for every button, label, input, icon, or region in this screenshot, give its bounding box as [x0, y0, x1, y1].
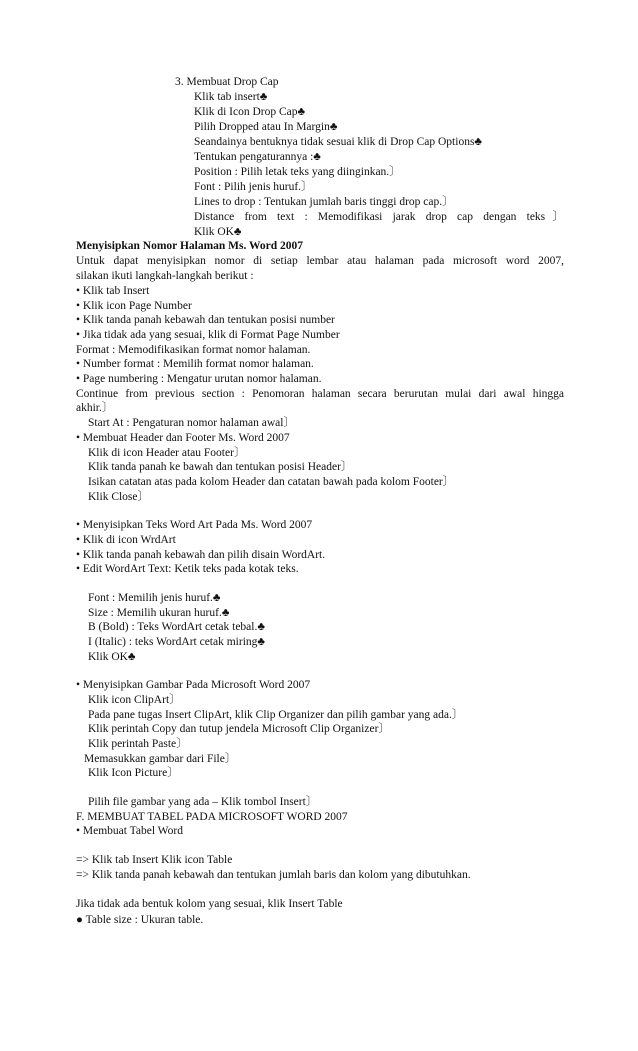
drop-cap-step: Font : Pilih jenis huruf.〕: [194, 181, 313, 193]
clipart-title: • Menyisipkan Gambar Pada Microsoft Word 2007: [76, 679, 311, 691]
wordart-option: I (Italic) : teks WordArt cetak miring♣: [88, 636, 265, 648]
drop-cap-step: Position : Pilih letak teks yang diinginkan.〕: [194, 166, 401, 178]
header-footer-title: • Membuat Header dan Footer Ms. Word 2007: [76, 432, 290, 444]
clipart-file-title: Memasukkan gambar dari File〕: [84, 753, 237, 765]
table-heading: F. MEMBUAT TABEL PADA MICROSOFT WORD 2007: [76, 811, 348, 823]
drop-cap-step: Lines to drop : Tentukan jumlah baris tinggi drop cap.〕: [194, 196, 454, 208]
wordart-option: Size : Memilih ukuran huruf.♣: [88, 607, 230, 619]
clipart-step: Klik icon ClipArt〕: [88, 694, 181, 706]
header-footer-step: Isikan catatan atas pada kolom Header dan catatan bawah pada kolom Footer〕: [88, 476, 455, 488]
table-note: Jika tidak ada bentuk kolom yang sesuai, klik Insert Table: [76, 898, 343, 910]
start-at-line: Start At : Pengaturan nomor halaman awal〕: [88, 417, 295, 429]
page-number-title: Menyisipkan Nomor Halaman Ms. Word 2007: [76, 240, 304, 252]
page-number-step: • Klik tanda panah kebawah dan tentukan posisi number: [76, 314, 335, 326]
format-item: • Number format : Memilih format nomor halaman.: [76, 358, 314, 370]
clipart-step: Klik perintah Paste〕: [88, 738, 188, 750]
continue-line: akhir.〕: [76, 402, 114, 414]
clipart-file-step: Klik Icon Picture〕: [88, 767, 179, 779]
drop-cap-step: Distance from text : Memodifikasi jarak drop cap dengan teks〕: [194, 211, 564, 223]
wordart-option: Klik OK♣: [88, 651, 136, 663]
drop-cap-step: Klik tab insert♣: [194, 91, 268, 103]
page-number-step: • Klik tab Insert: [76, 285, 150, 297]
drop-cap-step: Seandainya bentuknya tidak sesuai klik di Drop Cap Options♣: [194, 136, 482, 148]
drop-cap-step: Klik di Icon Drop Cap♣: [194, 106, 306, 118]
table-option: ● Table size : Ukuran table.: [76, 914, 204, 926]
drop-cap-step: Klik OK♣: [194, 226, 242, 238]
page-number-step: • Klik icon Page Number: [76, 300, 192, 312]
page-number-intro: Untuk dapat menyisipkan nomor di setiap lembar atau halaman pada microsoft word 2007,: [76, 255, 564, 267]
header-footer-step: Klik tanda panah ke bawah dan tentukan posisi Header〕: [88, 461, 353, 473]
header-footer-step: Klik Close〕: [88, 491, 150, 503]
wordart-step: • Edit WordArt Text: Ketik teks pada kotak teks.: [76, 563, 299, 575]
clipart-step: Pada pane tugas Insert ClipArt, klik Clip Organizer dan pilih gambar yang ada.〕: [88, 709, 464, 721]
continue-line: Continue from previous section : Penomoran halaman secara berurutan mulai dari awal hingga: [76, 388, 564, 400]
drop-cap-heading: 3. Membuat Drop Cap: [175, 76, 279, 88]
drop-cap-step: Tentukan pengaturannya :♣: [194, 151, 321, 163]
page-number-step: • Jika tidak ada yang sesuai, klik di Format Page Number: [76, 329, 340, 341]
wordart-step: • Klik di icon WrdArt: [76, 534, 176, 546]
wordart-option: B (Bold) : Teks WordArt cetak tebal.♣: [88, 621, 265, 633]
clipart-step: Klik perintah Copy dan tutup jendela Microsoft Clip Organizer〕: [88, 723, 390, 735]
wordart-step: • Menyisipkan Teks Word Art Pada Ms. Word 2007: [76, 519, 313, 531]
wordart-option: Font : Memilih jenis huruf.♣: [88, 592, 221, 604]
table-step: => Klik tanda panah kebawah dan tentukan jumlah baris dan kolom yang dibutuhkan.: [76, 869, 471, 881]
format-item: • Page numbering : Mengatur urutan nomor halaman.: [76, 373, 322, 385]
table-step: => Klik tab Insert Klik icon Table: [76, 854, 233, 866]
clipart-file-step: Pilih file gambar yang ada – Klik tombol Insert〕: [88, 796, 318, 808]
wordart-step: • Klik tanda panah kebawah dan pilih disain WordArt.: [76, 549, 326, 561]
header-footer-step: Klik di icon Header atau Footer〕: [88, 447, 246, 459]
table-sub: • Membuat Tabel Word: [76, 825, 183, 837]
drop-cap-step: Pilih Dropped atau In Margin♣: [194, 121, 338, 133]
format-intro: Format : Memodifikasikan format nomor halaman.: [76, 344, 311, 356]
page-number-intro: silakan ikuti langkah-langkah berikut :: [76, 270, 254, 282]
